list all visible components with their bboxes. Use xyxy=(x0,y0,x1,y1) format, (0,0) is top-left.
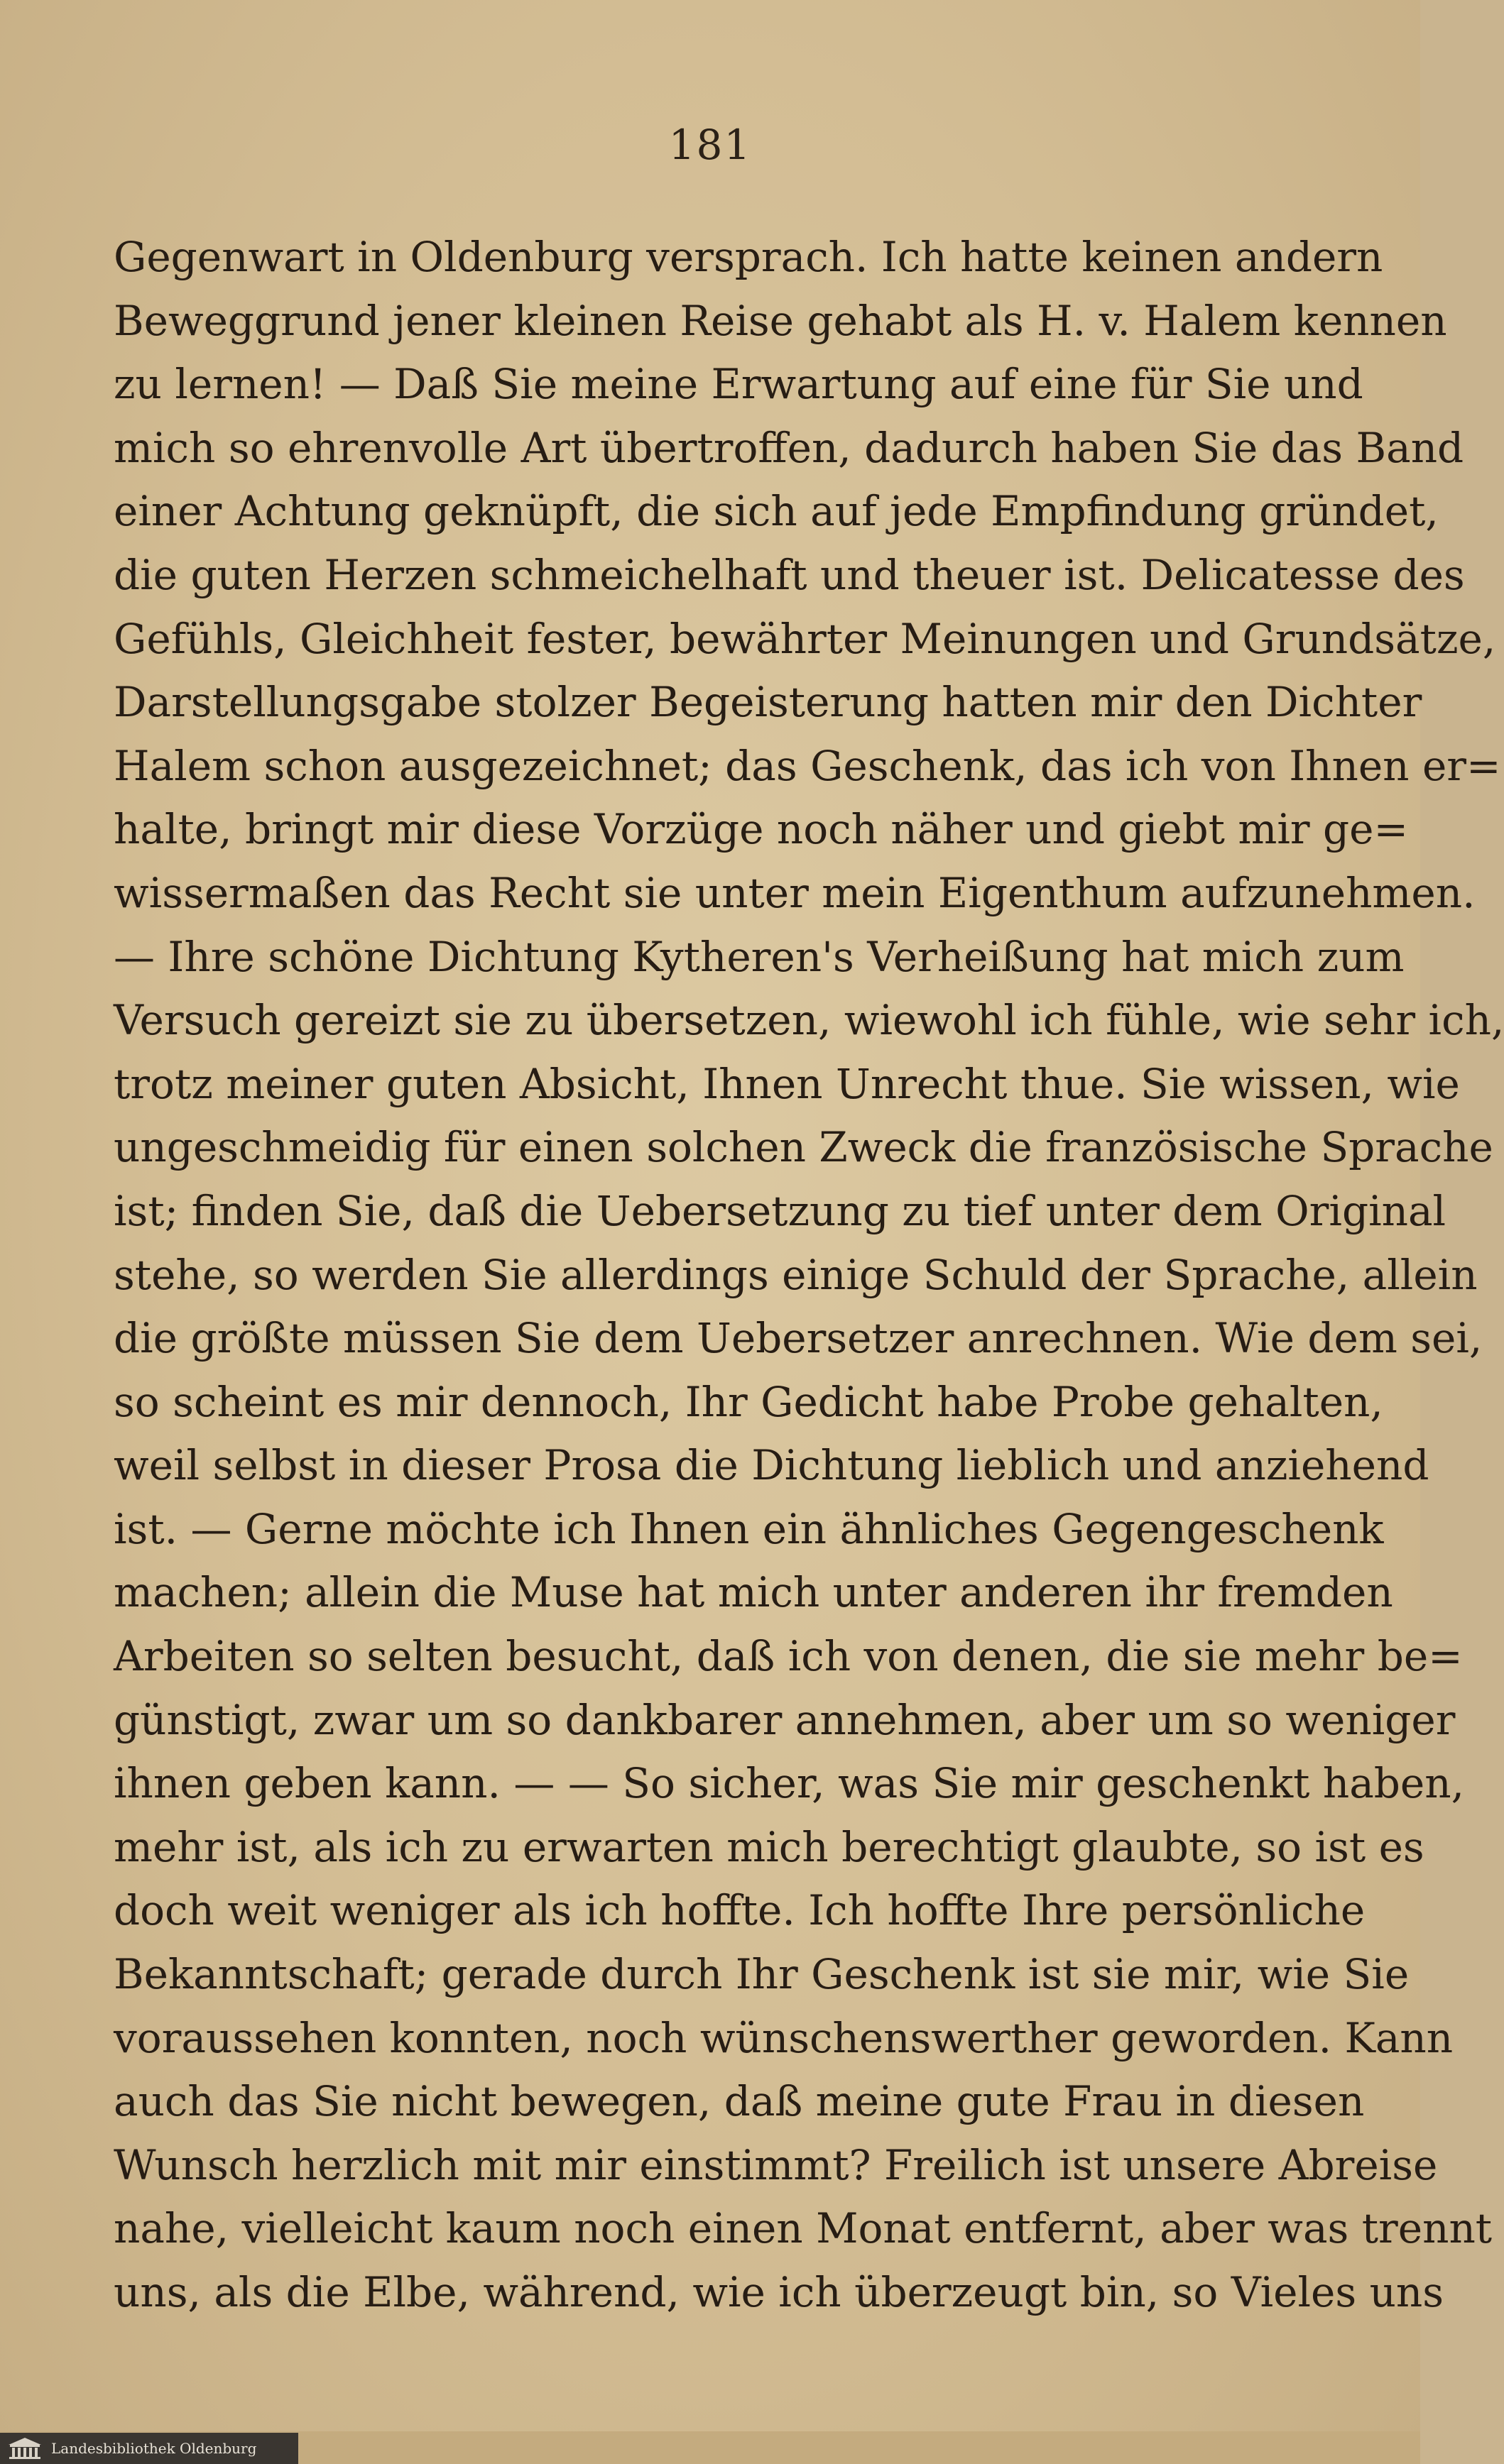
text-line: die größte müssen Sie dem Uebersetzer anrechnen. Wie dem sei, xyxy=(114,1314,1483,1363)
text-line: stehe, so werden Sie allerdings einige Schuld der Sprache, allein xyxy=(114,1250,1478,1299)
text-line: doch weit weniger als ich hoffte. Ich hoffte Ihre persönliche xyxy=(114,1886,1366,1935)
text-line: halte, bringt mir diese Vorzüge noch näher und giebt mir ge= xyxy=(114,805,1409,854)
text-line: trotz meiner guten Absicht, Ihnen Unrecht thue. Sie wissen, wie xyxy=(114,1059,1460,1108)
text-line: weil selbst in dieser Prosa die Dichtung lieblich und anziehend xyxy=(114,1441,1429,1490)
text-line: nahe, vielleicht kaum noch einen Monat entfernt, aber was trennt xyxy=(114,2204,1493,2253)
text-line: Arbeiten so selten besucht, daß ich von denen, die sie mehr be= xyxy=(114,1632,1463,1681)
text-line: zu lernen! — Daß Sie meine Erwartung auf eine für Sie und xyxy=(114,360,1363,409)
text-line: Halem schon ausgezeichnet; das Geschenk, das ich von Ihnen er= xyxy=(114,741,1501,790)
library-name: Landesbibliothek Oldenburg xyxy=(51,2440,257,2457)
text-line: günstigt, zwar um so dankbarer annehmen, aber um so weniger xyxy=(114,1695,1456,1744)
text-line: Beweggrund jener kleinen Reise gehabt als H. v. Halem kennen xyxy=(114,296,1447,345)
text-line: — Ihre schöne Dichtung Kytheren's Verheißung hat mich zum xyxy=(114,932,1405,981)
text-line: mehr ist, als ich zu erwarten mich berechtigt glaubte, so ist es xyxy=(114,1822,1424,1871)
text-line: ist; finden Sie, daß die Uebersetzung zu tief unter dem Original xyxy=(114,1186,1446,1235)
text-line: Darstellungsgabe stolzer Begeisterung hatten mir den Dichter xyxy=(114,678,1422,727)
text-line: einer Achtung geknüpft, die sich auf jede Empfindung gründet, xyxy=(114,487,1439,536)
text-line: ungeschmeidig für einen solchen Zweck die französische Sprache xyxy=(114,1123,1493,1172)
text-line: uns, als die Elbe, während, wie ich überzeugt bin, so Vieles uns xyxy=(114,2268,1444,2316)
text-line: auch das Sie nicht bewegen, daß meine gute Frau in diesen xyxy=(114,2077,1365,2126)
text-line: voraussehen konnten, noch wünschenswerther geworden. Kann xyxy=(114,2013,1454,2062)
text-line: Versuch gereizt sie zu übersetzen, wiewohl ich fühle, wie sehr ich, xyxy=(114,996,1504,1045)
text-line: machen; allein die Muse hat mich unter anderen ihr fremden xyxy=(114,1568,1393,1617)
text-line: ihnen geben kann. — — So sicher, was Sie mir geschenkt haben, xyxy=(114,1759,1465,1808)
text-line: mich so ehrenvolle Art übertroffen, dadurch haben Sie das Band xyxy=(114,423,1464,472)
text-line: wissermaßen das Recht sie unter mein Eigenthum aufzunehmen. xyxy=(114,868,1476,917)
library-building-icon xyxy=(6,2436,44,2460)
body-text xyxy=(114,226,1504,2325)
footer-bar xyxy=(0,2431,1420,2464)
text-line: Wunsch herzlich mit mir einstimmt? Freilich ist unsere Abreise xyxy=(114,2140,1438,2189)
text-line: ist. — Gerne möchte ich Ihnen ein ähnliches Gegengeschenk xyxy=(114,1504,1384,1553)
text-line: Bekanntschaft; gerade durch Ihr Geschenk ist sie mir, wie Sie xyxy=(114,1950,1410,1999)
text-line: die guten Herzen schmeichelhaft und theuer ist. Delicatesse des xyxy=(114,550,1465,599)
text-line: Gefühls, Gleichheit fester, bewährter Meinungen und Grundsätze, xyxy=(114,614,1496,663)
text-line: so scheint es mir dennoch, Ihr Gedicht habe Probe gehalten, xyxy=(114,1377,1383,1426)
page-number: 181 xyxy=(668,121,752,169)
text-line: Gegenwart in Oldenburg versprach. Ich hatte keinen andern xyxy=(114,233,1383,281)
library-badge[interactable] xyxy=(0,2433,298,2464)
